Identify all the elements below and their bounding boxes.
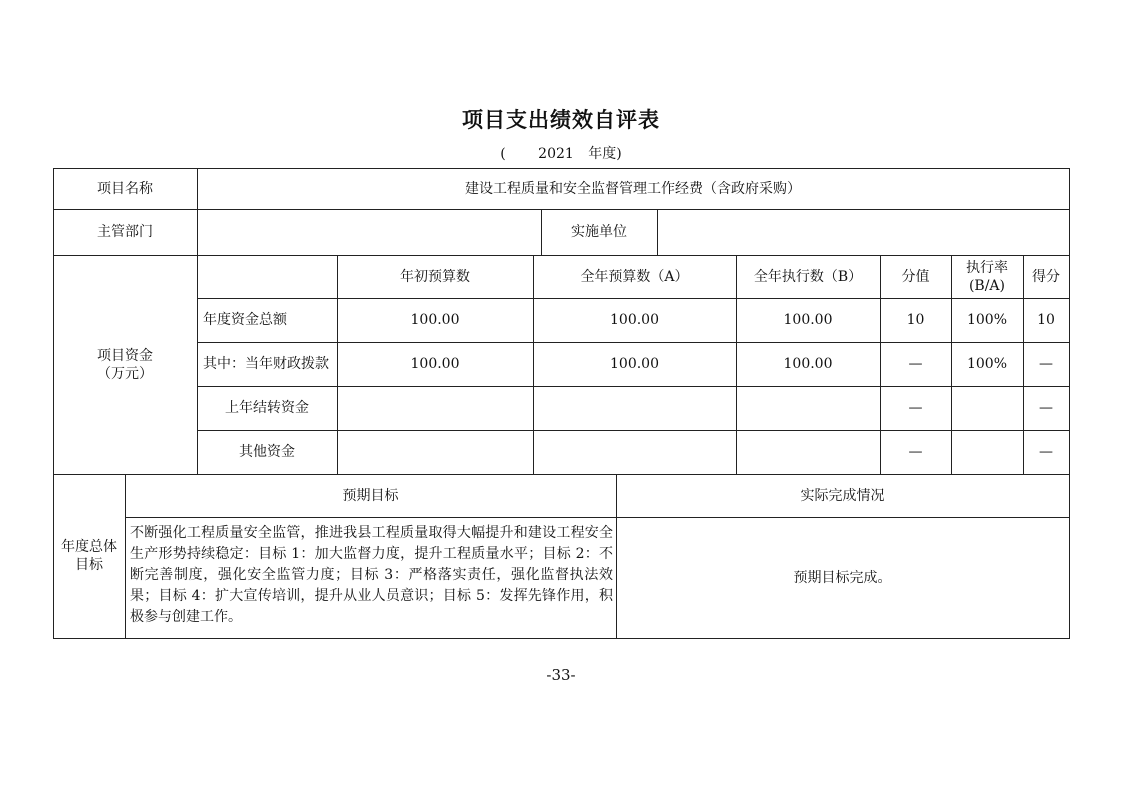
funds-label: [53, 255, 197, 474]
header-executed: 全年执行数（B）: [753, 268, 863, 285]
cell-rate: [951, 430, 1023, 474]
dept-value: [197, 209, 541, 255]
header-annual-budget: 全年预算数（A）: [580, 268, 689, 285]
row-label: 其中：当年财政拨款: [203, 356, 329, 372]
funds-label-line2: （万元）: [97, 365, 153, 382]
cell-initial: [337, 386, 533, 430]
expected-goals-text: 不断强化工程质量安全监管，推进我县工程质量取得大幅提升和建设工程安全生产形势持续稳定：目标 1：加大监督力度，提升工程质量水平；目标 2：不断完善制度，强化安全监管力度；目标 3：严格落实责任，强化监督执法效果；目标 4：扩大宣传培训，提升从业人员意识；目标 5：发挥先锋作用，积极参与创建工作。: [130, 525, 613, 625]
cell-executed: [736, 386, 880, 430]
cell-initial: 100.00: [410, 312, 460, 328]
project-name-value: 建设工程质量和安全监督管理工作经费（含政府采购）: [465, 180, 801, 197]
row-label: 上年结转资金: [225, 400, 309, 416]
cell-executed: 100.00: [783, 356, 833, 372]
cell-score-value: 10: [906, 312, 925, 328]
row-label: 年度资金总额: [203, 312, 287, 328]
cell-rate: 100%: [966, 356, 1008, 372]
cell-initial: [337, 430, 533, 474]
subtitle-suffix: 年度): [588, 146, 622, 162]
unit-label: 实施单位: [571, 224, 627, 240]
actual-completion-header: 实际完成情况: [800, 487, 885, 504]
goals-label-line2: 目标: [75, 557, 103, 573]
cell-annual: [533, 386, 736, 430]
dept-label: 主管部门: [97, 224, 153, 240]
cell-annual: 100.00: [610, 312, 659, 328]
header-rate-line2: (B/A): [968, 277, 1006, 294]
subtitle-year: 2021: [538, 146, 574, 162]
cell-annual: [533, 430, 736, 474]
goals-label: [53, 474, 125, 638]
funds-label-line1: 项目资金: [97, 347, 153, 364]
actual-completion-text: 预期目标完成。: [793, 569, 892, 586]
header-execution-rate: [951, 255, 1023, 298]
cell-score-value: —: [908, 400, 923, 416]
row-label: 其他资金: [239, 444, 295, 460]
cell-score: —: [1039, 400, 1053, 416]
cell-rate: [951, 386, 1023, 430]
cell-score: —: [1039, 356, 1053, 372]
cell-initial: 100.00: [410, 356, 460, 372]
goals-label-line1: 年度总体: [61, 539, 117, 555]
cell-score-value: —: [908, 356, 923, 372]
cell-executed: 100.00: [783, 312, 833, 328]
cell-score: —: [1039, 444, 1053, 460]
page-number: -33-: [546, 666, 576, 684]
header-score: 得分: [1032, 268, 1060, 285]
project-name-label: 项目名称: [97, 180, 153, 197]
cell-rate: 100%: [966, 312, 1008, 328]
cell-score-value: —: [908, 444, 923, 460]
cell-score: 10: [1037, 312, 1055, 328]
header-rate-line1: 执行率: [966, 259, 1008, 276]
cell-executed: [736, 430, 880, 474]
cell-annual: 100.00: [610, 356, 659, 372]
header-score-value: 分值: [901, 268, 930, 285]
header-initial-budget: 年初预算数: [400, 268, 470, 285]
expected-goals-header: 预期目标: [342, 487, 399, 504]
page-title: 项目支出绩效自评表: [462, 107, 660, 132]
subtitle-open: (: [500, 146, 506, 162]
unit-value: [657, 209, 1069, 255]
